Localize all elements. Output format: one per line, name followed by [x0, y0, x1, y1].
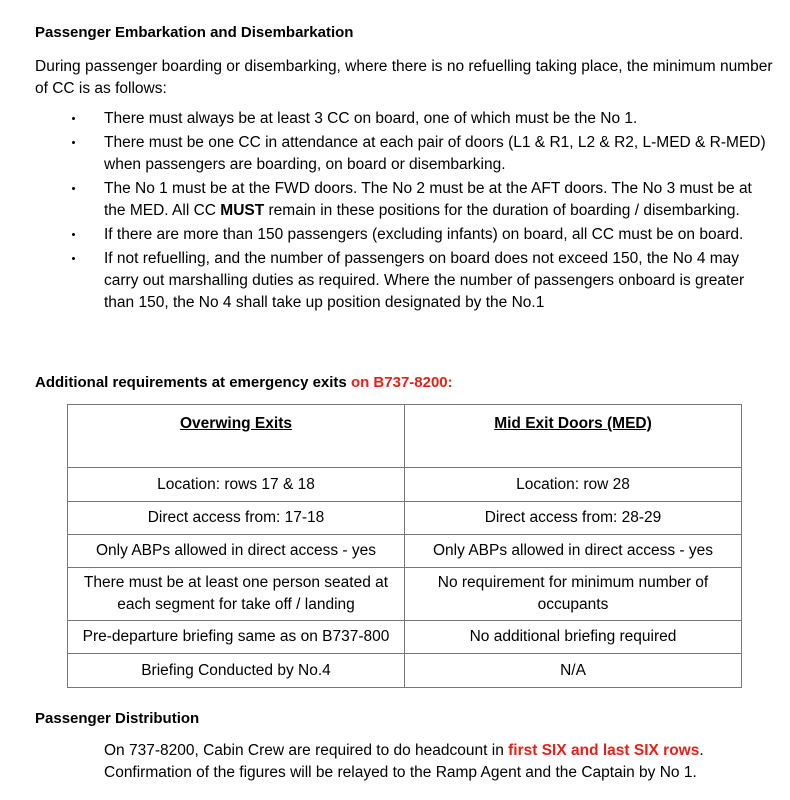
- list-item-text: There must be one CC in attendance at each pair of doors (L1 & R1, L2 & R2, L-MED & R-MED) when passengers are boarding, on board or disembarking.: [104, 134, 766, 173]
- table-row: [68, 502, 742, 535]
- table-cell: Direct access from: 17-18: [68, 502, 405, 535]
- list-item: [72, 224, 772, 246]
- list-item-text: If not refuelling, and the number of passengers on board does not exceed 150, the No 4 may carry out marshalling duties as required. Where the number of passengers onboard is greater than 150, the No 4 shall take up position designated by the No.1: [104, 250, 745, 311]
- list-item: [72, 248, 772, 314]
- distribution-text-continued: . Confirmation of the figures will be relayed to the Ramp Agent and the Captain by No 1.: [104, 742, 704, 781]
- table-row: [68, 568, 742, 621]
- table-cell: N/A: [405, 654, 742, 688]
- table-cell: Location: rows 17 & 18: [68, 468, 405, 502]
- bullet-icon: [72, 117, 75, 120]
- table-cell: Briefing Conducted by No.4: [68, 654, 405, 688]
- table-cell: There must be at least one person seated at each segment for take off / landing: [68, 568, 405, 621]
- table-row: [68, 654, 742, 688]
- table-cell: Location: row 28: [405, 468, 742, 502]
- aircraft-type-highlight: on B737-8200:: [350, 374, 453, 391]
- headcount-rows-highlight: first SIX and last SIX rows: [508, 742, 700, 759]
- section-heading-passenger-distribution: Passenger Distribution: [35, 710, 200, 727]
- table-cell: Direct access from: 28-29: [405, 502, 742, 535]
- bullet-icon: [72, 257, 75, 260]
- section-heading-embarkation: Passenger Embarkation and Disembarkation: [35, 24, 354, 41]
- requirements-list: [72, 108, 772, 314]
- bullet-icon: [72, 187, 75, 190]
- list-item-emphasis: MUST: [220, 202, 265, 219]
- distribution-text: On 737-8200, Cabin Crew are required to do headcount in: [104, 742, 509, 759]
- list-item-text: There must always be at least 3 CC on board, one of which must be the No 1.: [104, 110, 638, 127]
- column-header-med: Mid Exit Doors (MED): [405, 405, 742, 468]
- table-row: [68, 535, 742, 568]
- table-cell: Only ABPs allowed in direct access - yes: [405, 535, 742, 568]
- bullet-icon: [72, 141, 75, 144]
- section-heading-text: Additional requirements at emergency exits: [35, 374, 351, 391]
- intro-paragraph: During passenger boarding or disembarking, where there is no refuelling taking place, the minimum number of CC is as follows:: [35, 58, 773, 97]
- table-row: [68, 468, 742, 502]
- emergency-exits-table: [67, 404, 742, 688]
- list-item-text: If there are more than 150 passengers (excluding infants) on board, all CC must be on board.: [104, 226, 744, 243]
- table-cell: No requirement for minimum number of occupants: [405, 568, 742, 621]
- distribution-paragraph: [104, 740, 784, 784]
- list-item-text: The No 1 must be at the FWD doors. The No 2 must be at the AFT doors. The No 3 must be at the MED. All CC: [104, 180, 752, 219]
- table-cell: Pre-departure briefing same as on B737-800: [68, 621, 405, 654]
- table-cell: Only ABPs allowed in direct access - yes: [68, 535, 405, 568]
- column-header-overwing: Overwing Exits: [68, 405, 405, 468]
- table-cell: No additional briefing required: [405, 621, 742, 654]
- list-item: [72, 178, 772, 222]
- list-item: [72, 108, 772, 130]
- bullet-icon: [72, 233, 75, 236]
- table-row: [68, 621, 742, 654]
- list-item: [72, 132, 772, 176]
- section-heading-emergency-exits: [35, 374, 453, 391]
- list-item-text-continued: remain in these positions for the duration of boarding / disembarking.: [264, 202, 740, 219]
- table-header-row: [68, 405, 742, 468]
